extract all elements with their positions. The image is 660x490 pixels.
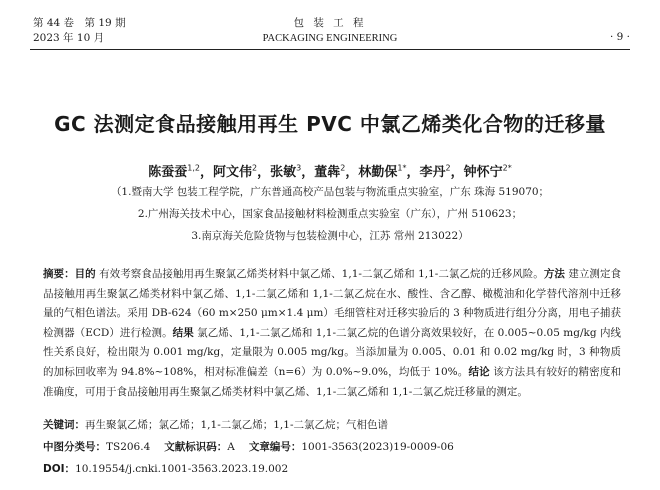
article-number-value: 1001-3563(2023)19-0009-06 [301,441,454,453]
author-name: 李丹 [419,165,446,180]
author [464,165,512,180]
classification [43,439,623,454]
author-list: 陈蚕蚕$^{1,2}$，阿文伟$^2$，张敏$^3$，董犇$^2$，林勤保$^{1*}$，李丹$^2$，钟怀宁$^{2*}$ [148,163,512,180]
keywords-value: 再生聚氯乙烯；氯乙烯；1,1-二氯乙烯；1,1-二氯乙烷；气相色谱 [85,419,388,431]
author-affiliation-mark: 2 [340,163,346,173]
author-name: 张敏 [270,165,297,180]
doi-label: DOI： [43,463,76,475]
journal-name [0,16,660,46]
doi [43,461,623,476]
result-label: 结果 [172,326,194,339]
conclusion-text: 该方法具有较好的精密度和准确度，可用于食品接触用再生聚氯乙烯类材料中氯乙烯、1,1-二氯乙烯和 1,1-二氯乙烷迁移量的测定。 [43,365,621,398]
result-text: 氯乙烯、1,1-二氯乙烯和 1,1-二氯乙烷的色谱分离效果较好，在 0.005~0.05 mg/kg 内线性关系良好，检出限为 0.001 mg/kg，定量限为 0.005 mg/kg。当添加量为 0.005、0.01 和 0.02 mg/kg 时，3 种物质的加标回收率为 94.8%~108%，相对标准偏差（n=6）为 0.0%~9.0%，均低于 10%。 [43,326,622,378]
author-affiliation-mark: 3 [296,163,302,173]
author-name: 阿文伟 [213,165,253,180]
abstract [43,265,621,402]
author-affiliation-mark: 1,2 [187,163,200,173]
author [314,165,345,180]
conclusion-label: 结论 [468,365,490,378]
doc-code-label: 文献标识码： [164,441,228,453]
keywords-label: 关键词： [43,419,85,431]
keywords [43,417,623,432]
author-affiliation-mark: 2* [502,163,512,173]
author [270,165,301,180]
method-text: 建立测定食品接触用再生聚氯乙烯类材料中氯乙烯、1,1-二氯乙烯和 1,1-二氯乙烷在水、酸性、含乙醇、橄榄油和化学替代溶剂中迁移量的气相色谱法。采用 DB-624（60 m×250 μm×1.4 μm）毛细管柱对迁移实验后的 3 种物质进行组分分离，用电子捕获检测器（ECD）进行检测。 [43,268,622,339]
author-affiliation-mark: 2 [252,163,258,173]
author-affiliation-mark: 2 [445,163,451,173]
affiliation-1: （1.暨南大学 包装工程学院，广东普通高校产品包装与物流重点实验室，广东 珠海 519070； [110,186,550,198]
page-header [0,0,660,52]
author [213,165,257,180]
header-rule [30,49,630,50]
doi-value: 10.19554/j.cnki.1001-3563.2023.19.002 [75,463,289,475]
doc-code-value: A [227,441,235,453]
objective-text: 有效考察食品接触用再生聚氯乙烯类材料中氯乙烯、1,1-二氯乙烯和 1,1-二氯乙烷的迁移风险。 [95,268,544,280]
author-affiliation-mark: 1* [397,163,407,173]
page-number: · 9 · [609,31,630,43]
affiliation-3: 3.南京海关危险货物与包装检测中心，江苏 常州 213022） [191,230,469,242]
author-name: 钟怀宁 [463,165,503,180]
volume-issue: 第 44 卷 第 19 期 [33,17,126,29]
method-label: 方法 [543,268,565,280]
author [358,165,406,180]
issue-date: 2023 年 10 月 [33,32,105,44]
objective-label: 目的 [74,268,96,280]
clc-label: 中图分类号： [43,441,106,453]
author-name: 陈蚕蚕 [148,165,188,180]
paper-title: GC 法测定食品接触用再生 PVC 中氯乙烯类化合物的迁移量 [54,112,606,136]
author-name: 董犇 [314,165,341,180]
author-name: 林勤保 [358,165,398,180]
author [420,165,451,180]
article-number-label: 文章编号： [248,441,302,453]
journal-name-en: PACKAGING ENGINEERING [262,33,398,44]
clc-value: TS206.4 [106,441,151,453]
abstract-label: 摘要： [43,268,75,280]
journal-name-cn: 包 装 工 程 [293,17,367,29]
author [148,165,200,180]
affiliation-2: 2.广州海关技术中心，国家食品接触材料检测重点实验室（广东），广州 510623； [137,208,523,220]
